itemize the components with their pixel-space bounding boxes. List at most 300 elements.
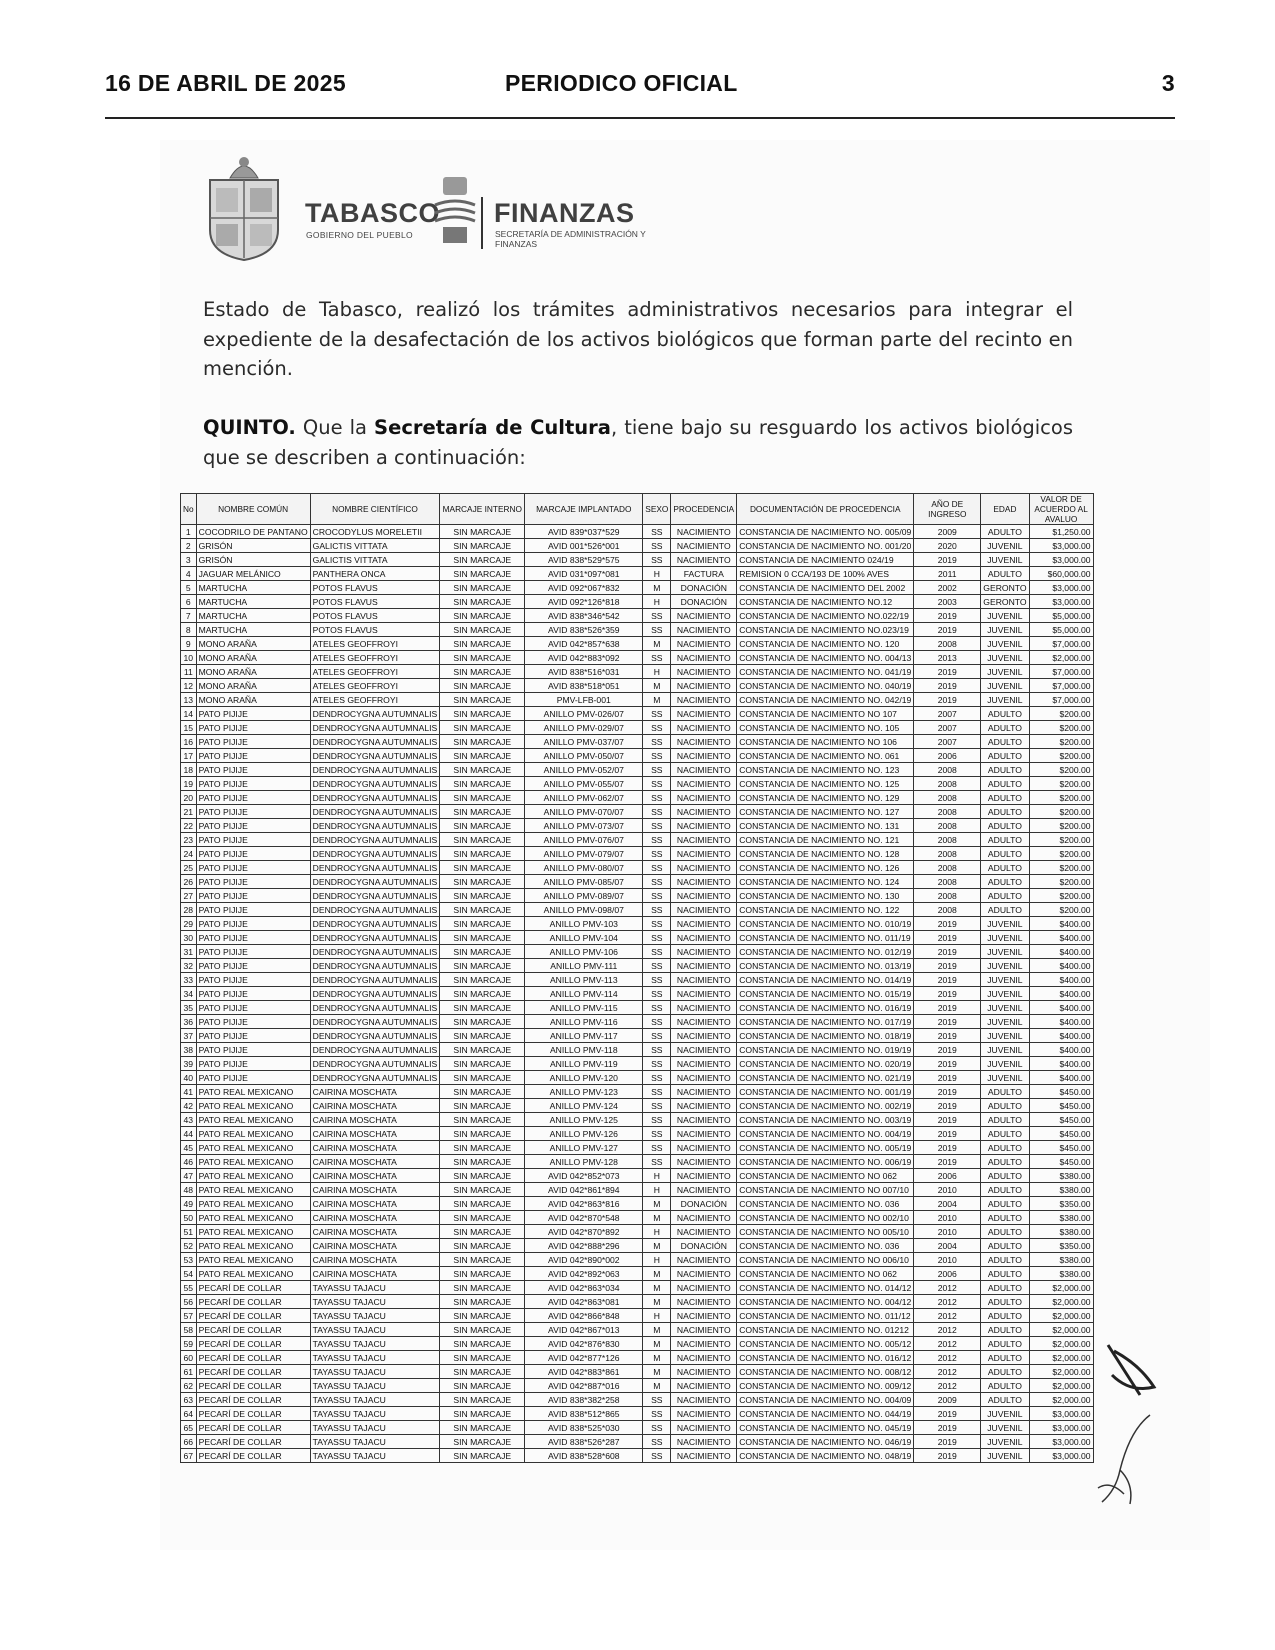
table-cell: ANILLO PMV-089/07	[525, 889, 643, 903]
table-cell: CONSTANCIA DE NACIMIENTO NO. 019/19	[737, 1043, 914, 1057]
table-cell: SIN MARCAJE	[440, 889, 525, 903]
table-cell: 2019	[914, 1001, 981, 1015]
table-cell: TAYASSU TAJACU	[310, 1281, 440, 1295]
table-cell: NACIMIENTO	[671, 889, 737, 903]
table-cell: AVID 042*870*892	[525, 1225, 643, 1239]
table-cell: 43	[181, 1113, 197, 1127]
table-cell: SIN MARCAJE	[440, 1337, 525, 1351]
table-cell: PATO PIJIJE	[196, 707, 310, 721]
table-cell: JUVENIL	[981, 917, 1029, 931]
table-cell: NACIMIENTO	[671, 665, 737, 679]
table-row	[181, 1337, 1094, 1351]
table-cell: SS	[643, 1435, 671, 1449]
table-cell: DENDROCYGNA AUTUMNALIS	[310, 1015, 440, 1029]
table-cell: CONSTANCIA DE NACIMIENTO NO.023/19	[737, 623, 914, 637]
table-cell: $400.00	[1029, 917, 1093, 931]
table-cell: AVID 838*525*030	[525, 1421, 643, 1435]
table-cell: 55	[181, 1281, 197, 1295]
table-row	[181, 875, 1094, 889]
table-cell: 66	[181, 1435, 197, 1449]
table-cell: AVID 042*852*073	[525, 1169, 643, 1183]
table-cell: ADULTO	[981, 1239, 1029, 1253]
table-cell: $380.00	[1029, 1183, 1093, 1197]
table-cell: DENDROCYGNA AUTUMNALIS	[310, 1001, 440, 1015]
table-cell: ADULTO	[981, 1253, 1029, 1267]
table-cell: 2019	[914, 1113, 981, 1127]
table-cell: JUVENIL	[981, 973, 1029, 987]
table-cell: $450.00	[1029, 1127, 1093, 1141]
table-cell: 19	[181, 777, 197, 791]
table-cell: 2019	[914, 1099, 981, 1113]
table-cell: NACIMIENTO	[671, 1029, 737, 1043]
table-cell: $3,000.00	[1029, 1435, 1093, 1449]
table-cell: M	[643, 1267, 671, 1281]
table-cell: $3,000.00	[1029, 539, 1093, 553]
table-cell: SIN MARCAJE	[440, 1057, 525, 1071]
table-row	[181, 581, 1094, 595]
table-cell: $3,000.00	[1029, 1407, 1093, 1421]
table-cell: DENDROCYGNA AUTUMNALIS	[310, 1043, 440, 1057]
table-cell: AVID 092*067*832	[525, 581, 643, 595]
table-row	[181, 987, 1094, 1001]
table-cell: M	[643, 1211, 671, 1225]
table-cell: GALICTIS VITTATA	[310, 539, 440, 553]
table-cell: SS	[643, 833, 671, 847]
table-cell: ADULTO	[981, 777, 1029, 791]
table-cell: CONSTANCIA DE NACIMIENTO NO. 005/19	[737, 1141, 914, 1155]
table-cell: CONSTANCIA DE NACIMIENTO NO. 001/19	[737, 1085, 914, 1099]
table-cell: DENDROCYGNA AUTUMNALIS	[310, 945, 440, 959]
table-cell: AVID 042*892*063	[525, 1267, 643, 1281]
table-cell: SIN MARCAJE	[440, 679, 525, 693]
table-cell: 63	[181, 1393, 197, 1407]
table-cell: 2002	[914, 581, 981, 595]
table-cell: SIN MARCAJE	[440, 581, 525, 595]
quinto-bold: Secretaría de Cultura	[374, 416, 611, 439]
table-cell: AVID 042*877*126	[525, 1351, 643, 1365]
table-cell: $400.00	[1029, 1015, 1093, 1029]
table-row	[181, 609, 1094, 623]
table-cell: 31	[181, 945, 197, 959]
table-cell: 9	[181, 637, 197, 651]
table-cell: AVID 839*037*529	[525, 525, 643, 539]
table-cell: NACIMIENTO	[671, 1365, 737, 1379]
table-cell: $200.00	[1029, 707, 1093, 721]
table-cell: MARTUCHA	[196, 623, 310, 637]
table-cell: $2,000.00	[1029, 1295, 1093, 1309]
table-cell: NACIMIENTO	[671, 1043, 737, 1057]
table-cell: CONSTANCIA DE NACIMIENTO NO. 018/19	[737, 1029, 914, 1043]
table-cell: SS	[643, 1421, 671, 1435]
table-cell: PATO REAL MEXICANO	[196, 1169, 310, 1183]
table-cell: PATO PIJIJE	[196, 735, 310, 749]
table-row	[181, 1281, 1094, 1295]
table-cell: PECARÍ DE COLLAR	[196, 1365, 310, 1379]
table-cell: SS	[643, 889, 671, 903]
table-cell: PECARÍ DE COLLAR	[196, 1323, 310, 1337]
table-cell: 2007	[914, 735, 981, 749]
table-cell: CAIRINA MOSCHATA	[310, 1169, 440, 1183]
table-cell: ATELES GEOFFROYI	[310, 651, 440, 665]
table-cell: ATELES GEOFFROYI	[310, 665, 440, 679]
table-cell: CONSTANCIA DE NACIMIENTO NO. 046/19	[737, 1435, 914, 1449]
table-cell: SIN MARCAJE	[440, 931, 525, 945]
logo-separator	[481, 197, 483, 249]
table-cell: MONO ARAÑA	[196, 637, 310, 651]
table-cell: CAIRINA MOSCHATA	[310, 1267, 440, 1281]
table-cell: SS	[643, 917, 671, 931]
column-header: EDAD	[981, 494, 1029, 525]
table-cell: POTOS FLAVUS	[310, 623, 440, 637]
table-cell: 32	[181, 959, 197, 973]
table-cell: PATO PIJIJE	[196, 875, 310, 889]
table-cell: 29	[181, 917, 197, 931]
table-cell: NACIMIENTO	[671, 721, 737, 735]
table-cell: 41	[181, 1085, 197, 1099]
table-cell: NACIMIENTO	[671, 833, 737, 847]
table-cell: SS	[643, 945, 671, 959]
table-cell: ATELES GEOFFROYI	[310, 693, 440, 707]
table-cell: SIN MARCAJE	[440, 1197, 525, 1211]
table-cell: 61	[181, 1365, 197, 1379]
table-cell: NACIMIENTO	[671, 1099, 737, 1113]
table-cell: $2,000.00	[1029, 1281, 1093, 1295]
table-cell: 28	[181, 903, 197, 917]
table-cell: PATO PIJIJE	[196, 1015, 310, 1029]
table-cell: 2010	[914, 1225, 981, 1239]
table-cell: SIN MARCAJE	[440, 917, 525, 931]
table-cell: SIN MARCAJE	[440, 1407, 525, 1421]
table-cell: GERONTO	[981, 595, 1029, 609]
table-cell: 18	[181, 763, 197, 777]
table-cell: SS	[643, 525, 671, 539]
table-cell: SIN MARCAJE	[440, 1071, 525, 1085]
table-cell: MONO ARAÑA	[196, 693, 310, 707]
table-cell: CONSTANCIA DE NACIMIENTO NO. 061	[737, 749, 914, 763]
table-cell: SIN MARCAJE	[440, 945, 525, 959]
table-cell: ADULTO	[981, 1323, 1029, 1337]
table-cell: SS	[643, 1001, 671, 1015]
table-row	[181, 1029, 1094, 1043]
table-row	[181, 1239, 1094, 1253]
table-cell: 2010	[914, 1253, 981, 1267]
table-cell: ANILLO PMV-103	[525, 917, 643, 931]
table-cell: PATO REAL MEXICANO	[196, 1085, 310, 1099]
table-cell: GRISÓN	[196, 553, 310, 567]
table-cell: ANILLO PMV-026/07	[525, 707, 643, 721]
table-cell: $5,000.00	[1029, 623, 1093, 637]
table-row	[181, 777, 1094, 791]
table-cell: SS	[643, 861, 671, 875]
table-cell: PATO PIJIJE	[196, 945, 310, 959]
table-row	[181, 1393, 1094, 1407]
table-cell: CONSTANCIA DE NACIMIENTO NO. 004/19	[737, 1127, 914, 1141]
table-cell: SS	[643, 875, 671, 889]
table-cell: SIN MARCAJE	[440, 861, 525, 875]
table-cell: 2007	[914, 707, 981, 721]
table-cell: TAYASSU TAJACU	[310, 1393, 440, 1407]
table-cell: NACIMIENTO	[671, 959, 737, 973]
table-cell: 2006	[914, 749, 981, 763]
table-row	[181, 1099, 1094, 1113]
table-cell: SIN MARCAJE	[440, 1351, 525, 1365]
table-cell: SIN MARCAJE	[440, 707, 525, 721]
table-cell: ADULTO	[981, 1141, 1029, 1155]
table-cell: ADULTO	[981, 1295, 1029, 1309]
table-cell: CONSTANCIA DE NACIMIENTO 024/19	[737, 553, 914, 567]
table-cell: 2010	[914, 1211, 981, 1225]
table-cell: 20	[181, 791, 197, 805]
table-cell: NACIMIENTO	[671, 763, 737, 777]
table-cell: SIN MARCAJE	[440, 791, 525, 805]
table-cell: $200.00	[1029, 903, 1093, 917]
table-cell: SIN MARCAJE	[440, 1323, 525, 1337]
table-cell: AVID 042*887*016	[525, 1379, 643, 1393]
table-cell: JUVENIL	[981, 609, 1029, 623]
table-cell: PATO PIJIJE	[196, 1029, 310, 1043]
table-cell: NACIMIENTO	[671, 1057, 737, 1071]
table-cell: CONSTANCIA DE NACIMIENTO NO. 122	[737, 903, 914, 917]
table-cell: CONSTANCIA DE NACIMIENTO NO. 048/19	[737, 1449, 914, 1463]
table-cell: SIN MARCAJE	[440, 763, 525, 777]
table-cell: 2019	[914, 1155, 981, 1169]
table-cell: NACIMIENTO	[671, 1015, 737, 1029]
table-row	[181, 679, 1094, 693]
table-cell: 2019	[914, 1407, 981, 1421]
table-cell: ANILLO PMV-104	[525, 931, 643, 945]
table-cell: CAIRINA MOSCHATA	[310, 1127, 440, 1141]
page-header	[105, 70, 1175, 104]
paragraph-quinto	[203, 413, 1073, 472]
table-cell: 2019	[914, 1085, 981, 1099]
table-cell: CONSTANCIA DE NACIMIENTO NO 007/10	[737, 1183, 914, 1197]
table-row	[181, 1435, 1094, 1449]
table-cell: NACIMIENTO	[671, 875, 737, 889]
table-cell: SIN MARCAJE	[440, 959, 525, 973]
table-cell: JUVENIL	[981, 539, 1029, 553]
table-cell: $400.00	[1029, 1043, 1093, 1057]
table-cell: NACIMIENTO	[671, 1435, 737, 1449]
table-cell: TAYASSU TAJACU	[310, 1323, 440, 1337]
table-cell: JUVENIL	[981, 1449, 1029, 1463]
table-cell: CONSTANCIA DE NACIMIENTO NO. 014/19	[737, 973, 914, 987]
page-number: 3	[1161, 70, 1175, 96]
table-cell: 2009	[914, 1393, 981, 1407]
assets-table	[180, 493, 1094, 1463]
table-cell: SS	[643, 623, 671, 637]
table-cell: CONSTANCIA DE NACIMIENTO NO. 016/12	[737, 1351, 914, 1365]
table-cell: CONSTANCIA DE NACIMIENTO NO. 014/12	[737, 1281, 914, 1295]
table-cell: 2007	[914, 721, 981, 735]
table-cell: SIN MARCAJE	[440, 1379, 525, 1393]
table-cell: JUVENIL	[981, 1015, 1029, 1029]
table-cell: SS	[643, 959, 671, 973]
table-cell: CAIRINA MOSCHATA	[310, 1211, 440, 1225]
table-cell: 2019	[914, 945, 981, 959]
column-header: NOMBRE CIENTÍFICO	[310, 494, 440, 525]
table-cell: PANTHERA ONCA	[310, 567, 440, 581]
table-cell: SIN MARCAJE	[440, 609, 525, 623]
table-cell: ADULTO	[981, 721, 1029, 735]
table-cell: SIN MARCAJE	[440, 749, 525, 763]
table-cell: 8	[181, 623, 197, 637]
table-cell: ADULTO	[981, 1393, 1029, 1407]
table-cell: 17	[181, 749, 197, 763]
table-cell: 2019	[914, 959, 981, 973]
table-cell: 2019	[914, 1029, 981, 1043]
table-row	[181, 1057, 1094, 1071]
table-cell: CONSTANCIA DE NACIMIENTO NO 005/10	[737, 1225, 914, 1239]
table-cell: $400.00	[1029, 1001, 1093, 1015]
table-cell: 14	[181, 707, 197, 721]
table-cell: 46	[181, 1155, 197, 1169]
table-cell: SS	[643, 735, 671, 749]
table-cell: PATO PIJIJE	[196, 805, 310, 819]
table-row	[181, 539, 1094, 553]
table-cell: 64	[181, 1407, 197, 1421]
table-cell: 2008	[914, 833, 981, 847]
table-cell: AVID 838*518*051	[525, 679, 643, 693]
table-cell: AVID 838*528*608	[525, 1449, 643, 1463]
table-cell: $450.00	[1029, 1141, 1093, 1155]
table-cell: CONSTANCIA DE NACIMIENTO NO. 001/20	[737, 539, 914, 553]
table-cell: CONSTANCIA DE NACIMIENTO NO 106	[737, 735, 914, 749]
table-cell: AVID 042*883*092	[525, 651, 643, 665]
table-cell: 54	[181, 1267, 197, 1281]
table-cell: MONO ARAÑA	[196, 679, 310, 693]
table-cell: CROCODYLUS MORELETII	[310, 525, 440, 539]
table-cell: CONSTANCIA DE NACIMIENTO NO. 003/19	[737, 1113, 914, 1127]
table-cell: DENDROCYGNA AUTUMNALIS	[310, 889, 440, 903]
table-body	[181, 525, 1094, 1463]
table-cell: CONSTANCIA DE NACIMIENTO NO. 013/19	[737, 959, 914, 973]
table-cell: SIN MARCAJE	[440, 553, 525, 567]
table-cell: 38	[181, 1043, 197, 1057]
table-cell: SS	[643, 1015, 671, 1029]
table-cell: AVID 042*888*296	[525, 1239, 643, 1253]
table-cell: NACIMIENTO	[671, 1281, 737, 1295]
table-cell: TAYASSU TAJACU	[310, 1351, 440, 1365]
table-cell: SS	[643, 721, 671, 735]
table-cell: ANILLO PMV-126	[525, 1127, 643, 1141]
table-cell: PMV-LFB-001	[525, 693, 643, 707]
table-cell: SIN MARCAJE	[440, 1183, 525, 1197]
table-cell: 2020	[914, 539, 981, 553]
table-cell: NACIMIENTO	[671, 525, 737, 539]
table-cell: 2008	[914, 805, 981, 819]
table-cell: NACIMIENTO	[671, 707, 737, 721]
table-cell: PATO PIJIJE	[196, 931, 310, 945]
table-cell: M	[643, 1239, 671, 1253]
table-cell: ADULTO	[981, 1281, 1029, 1295]
table-cell: 2019	[914, 1043, 981, 1057]
quinto-label: QUINTO.	[203, 416, 296, 439]
table-cell: 2019	[914, 623, 981, 637]
table-cell: CONSTANCIA DE NACIMIENTO NO. 126	[737, 861, 914, 875]
table-cell: 57	[181, 1309, 197, 1323]
table-cell: MARTUCHA	[196, 581, 310, 595]
table-cell: NACIMIENTO	[671, 1211, 737, 1225]
table-cell: $200.00	[1029, 847, 1093, 861]
table-cell: CONSTANCIA DE NACIMIENTO NO. 006/19	[737, 1155, 914, 1169]
table-cell: 26	[181, 875, 197, 889]
table-cell: PATO PIJIJE	[196, 749, 310, 763]
table-cell: $3,000.00	[1029, 581, 1093, 595]
table-cell: CONSTANCIA DE NACIMIENTO NO. 004/12	[737, 1295, 914, 1309]
table-cell: 3	[181, 553, 197, 567]
table-cell: AVID 042*861*894	[525, 1183, 643, 1197]
table-cell: SS	[643, 819, 671, 833]
table-cell: AVID 092*126*818	[525, 595, 643, 609]
table-cell: 58	[181, 1323, 197, 1337]
table-cell: ANILLO PMV-114	[525, 987, 643, 1001]
table-row	[181, 707, 1094, 721]
table-cell: NACIMIENTO	[671, 1379, 737, 1393]
table-cell: ADULTO	[981, 1197, 1029, 1211]
table-cell: 2	[181, 539, 197, 553]
table-cell: NACIMIENTO	[671, 693, 737, 707]
table-cell: SS	[643, 973, 671, 987]
table-cell: ANILLO PMV-123	[525, 1085, 643, 1099]
table-cell: AVID 838*526*359	[525, 623, 643, 637]
table-cell: SIN MARCAJE	[440, 1267, 525, 1281]
table-cell: JUVENIL	[981, 931, 1029, 945]
table-row	[181, 1351, 1094, 1365]
table-cell: CONSTANCIA DE NACIMIENTO NO. 010/19	[737, 917, 914, 931]
table-cell: $2,000.00	[1029, 1323, 1093, 1337]
table-cell: NACIMIENTO	[671, 609, 737, 623]
table-cell: 2019	[914, 1071, 981, 1085]
table-cell: ADULTO	[981, 875, 1029, 889]
table-cell: JUVENIL	[981, 1029, 1029, 1043]
table-cell: ADULTO	[981, 735, 1029, 749]
table-cell: $350.00	[1029, 1197, 1093, 1211]
table-cell: SIN MARCAJE	[440, 987, 525, 1001]
table-cell: DENDROCYGNA AUTUMNALIS	[310, 721, 440, 735]
table-cell: NACIMIENTO	[671, 1085, 737, 1099]
table-cell: SS	[643, 1127, 671, 1141]
table-cell: $2,000.00	[1029, 1309, 1093, 1323]
table-cell: JUVENIL	[981, 665, 1029, 679]
table-cell: CONSTANCIA DE NACIMIENTO NO 107	[737, 707, 914, 721]
table-cell: M	[643, 1379, 671, 1393]
table-cell: H	[643, 1169, 671, 1183]
table-cell: $1,250.00	[1029, 525, 1093, 539]
table-cell: CONSTANCIA DE NACIMIENTO NO. 130	[737, 889, 914, 903]
table-row	[181, 833, 1094, 847]
table-cell: 39	[181, 1057, 197, 1071]
table-cell: ADULTO	[981, 525, 1029, 539]
table-cell: SIN MARCAJE	[440, 973, 525, 987]
table-cell: $200.00	[1029, 777, 1093, 791]
table-cell: JUVENIL	[981, 1043, 1029, 1057]
table-cell: ADULTO	[981, 861, 1029, 875]
table-cell: NACIMIENTO	[671, 1169, 737, 1183]
table-cell: NACIMIENTO	[671, 637, 737, 651]
table-cell: SIN MARCAJE	[440, 1225, 525, 1239]
table-cell: $450.00	[1029, 1099, 1093, 1113]
table-cell: ADULTO	[981, 1085, 1029, 1099]
table-cell: SS	[643, 763, 671, 777]
table-cell: SS	[643, 651, 671, 665]
table-cell: $2,000.00	[1029, 1379, 1093, 1393]
table-cell: AVID 838*526*287	[525, 1435, 643, 1449]
paragraph-intro: Estado de Tabasco, realizó los trámites administrativos necesarios para integrar el expediente de la desafectación de los activos biológicos que forman parte del recinto en mención.	[203, 298, 1073, 380]
table-cell: $200.00	[1029, 721, 1093, 735]
table-cell: ADULTO	[981, 847, 1029, 861]
table-row	[181, 945, 1094, 959]
table-cell: CAIRINA MOSCHATA	[310, 1155, 440, 1169]
